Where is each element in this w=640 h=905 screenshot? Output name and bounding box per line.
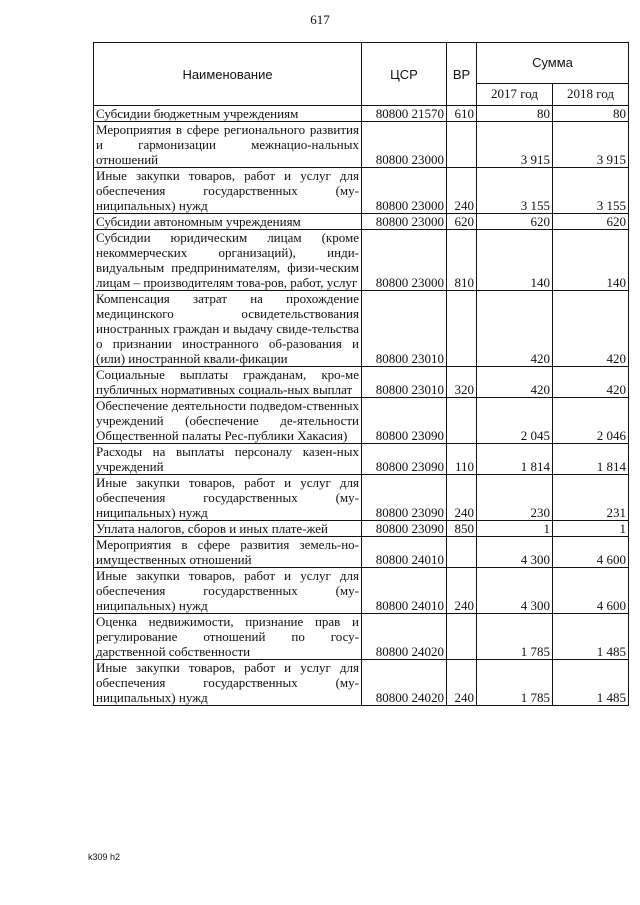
row-csr: 80800 23010: [362, 291, 447, 367]
table-row: [94, 660, 629, 706]
row-name: Иные закупки товаров, работ и услуг для обеспечения государственных (му-ниципальных) нужд: [94, 568, 362, 614]
header-csr: ЦСР: [362, 43, 447, 106]
row-vr: 810: [447, 230, 477, 291]
table-row: [94, 568, 629, 614]
row-vr: [447, 537, 477, 568]
row-amount-2018: 1: [553, 521, 629, 537]
row-csr: 80800 23090: [362, 398, 447, 444]
row-amount-2017: 80: [477, 106, 553, 122]
page-number: 617: [310, 12, 330, 27]
footer-code: k309 h2: [88, 852, 121, 862]
row-vr: [447, 614, 477, 660]
table-row: [94, 367, 629, 398]
row-amount-2017: 1 785: [477, 660, 553, 706]
row-csr: 80800 24020: [362, 660, 447, 706]
table-row: [94, 168, 629, 214]
row-name: Иные закупки товаров, работ и услуг для обеспечения государственных (му-ниципальных) нужд: [94, 660, 362, 706]
row-amount-2018: 3 915: [553, 122, 629, 168]
row-name: Оценка недвижимости, признание прав и регулирование отношений по госу-дарственной собственности: [94, 614, 362, 660]
row-csr: 80800 24010: [362, 568, 447, 614]
table-row: [94, 106, 629, 122]
row-amount-2017: 420: [477, 291, 553, 367]
row-name: Мероприятия в сфере развития земель-но-имущественных отношений: [94, 537, 362, 568]
row-csr: 80800 23010: [362, 367, 447, 398]
row-amount-2017: 230: [477, 475, 553, 521]
header-sum: Сумма: [477, 43, 629, 84]
row-amount-2017: 620: [477, 214, 553, 230]
row-vr: 240: [447, 168, 477, 214]
table-header: [94, 43, 629, 106]
row-vr: 110: [447, 444, 477, 475]
row-amount-2018: 620: [553, 214, 629, 230]
table-row: [94, 398, 629, 444]
row-vr: 620: [447, 214, 477, 230]
row-name: Иные закупки товаров, работ и услуг для обеспечения государственных (му-ниципальных) нужд: [94, 168, 362, 214]
header-year-2017: 2017 год: [477, 83, 553, 105]
row-name: Расходы на выплаты персоналу казен-ных учреждений: [94, 444, 362, 475]
row-amount-2018: 420: [553, 367, 629, 398]
row-amount-2017: 4 300: [477, 537, 553, 568]
row-csr: 80800 23090: [362, 444, 447, 475]
row-amount-2017: 4 300: [477, 568, 553, 614]
row-name: Субсидии юридическим лицам (кроме некоммерческих организаций), инди-видуальным предпринимателям, физи-ческим лицам – производителям това-ров, работ, услуг: [94, 230, 362, 291]
row-vr: 320: [447, 367, 477, 398]
row-amount-2017: 1: [477, 521, 553, 537]
row-vr: 850: [447, 521, 477, 537]
row-name: Субсидии автономным учреждениям: [94, 214, 362, 230]
row-amount-2018: 3 155: [553, 168, 629, 214]
table-row: [94, 537, 629, 568]
row-csr: 80800 23090: [362, 521, 447, 537]
row-amount-2017: 420: [477, 367, 553, 398]
row-amount-2017: 1 814: [477, 444, 553, 475]
row-vr: 240: [447, 568, 477, 614]
table-row: [94, 122, 629, 168]
row-vr: [447, 122, 477, 168]
row-vr: [447, 398, 477, 444]
row-csr: 80800 23000: [362, 230, 447, 291]
row-amount-2018: 1 814: [553, 444, 629, 475]
row-amount-2018: 1 485: [553, 660, 629, 706]
row-vr: 240: [447, 475, 477, 521]
row-name: Субсидии бюджетным учреждениям: [94, 106, 362, 122]
row-amount-2017: 1 785: [477, 614, 553, 660]
row-name: Социальные выплаты гражданам, кро-ме публичных нормативных социаль-ных выплат: [94, 367, 362, 398]
row-name: Иные закупки товаров, работ и услуг для обеспечения государственных (му-ниципальных) нужд: [94, 475, 362, 521]
table-body: [94, 106, 629, 706]
table-row: [94, 475, 629, 521]
row-amount-2018: 4 600: [553, 568, 629, 614]
row-amount-2017: 3 915: [477, 122, 553, 168]
table-row: [94, 291, 629, 367]
table-row: [94, 521, 629, 537]
row-csr: 80800 21570: [362, 106, 447, 122]
row-vr: 240: [447, 660, 477, 706]
row-amount-2018: 2 046: [553, 398, 629, 444]
table-row: [94, 614, 629, 660]
row-amount-2018: 140: [553, 230, 629, 291]
row-amount-2018: 420: [553, 291, 629, 367]
row-amount-2018: 1 485: [553, 614, 629, 660]
row-name: Обеспечение деятельности подведом-ственных учреждений (обеспечение де-ятельности Общественной палаты Рес-публики Хакасия): [94, 398, 362, 444]
row-name: Уплата налогов, сборов и иных плате-жей: [94, 521, 362, 537]
row-amount-2018: 4 600: [553, 537, 629, 568]
row-csr: 80800 23000: [362, 168, 447, 214]
row-amount-2017: 140: [477, 230, 553, 291]
row-csr: 80800 23090: [362, 475, 447, 521]
row-csr: 80800 23000: [362, 122, 447, 168]
row-amount-2017: 2 045: [477, 398, 553, 444]
row-amount-2017: 3 155: [477, 168, 553, 214]
header-year-2018: 2018 год: [553, 83, 629, 105]
row-csr: 80800 23000: [362, 214, 447, 230]
table-row: [94, 214, 629, 230]
row-amount-2018: 80: [553, 106, 629, 122]
header-vr: ВР: [447, 43, 477, 106]
budget-table: [93, 42, 629, 706]
table-row: [94, 444, 629, 475]
row-csr: 80800 24010: [362, 537, 447, 568]
header-name: Наименование: [94, 43, 362, 106]
row-name: Компенсация затрат на прохождение медицинского освидетельствования иностранных граждан и выдачу свиде-тельства о признании иностранного об-разования и (или) иностранной квали-фикации: [94, 291, 362, 367]
row-csr: 80800 24020: [362, 614, 447, 660]
row-name: Мероприятия в сфере регионального развития и гармонизации межнацио-нальных отношений: [94, 122, 362, 168]
row-vr: 610: [447, 106, 477, 122]
row-amount-2018: 231: [553, 475, 629, 521]
table-row: [94, 230, 629, 291]
row-vr: [447, 291, 477, 367]
